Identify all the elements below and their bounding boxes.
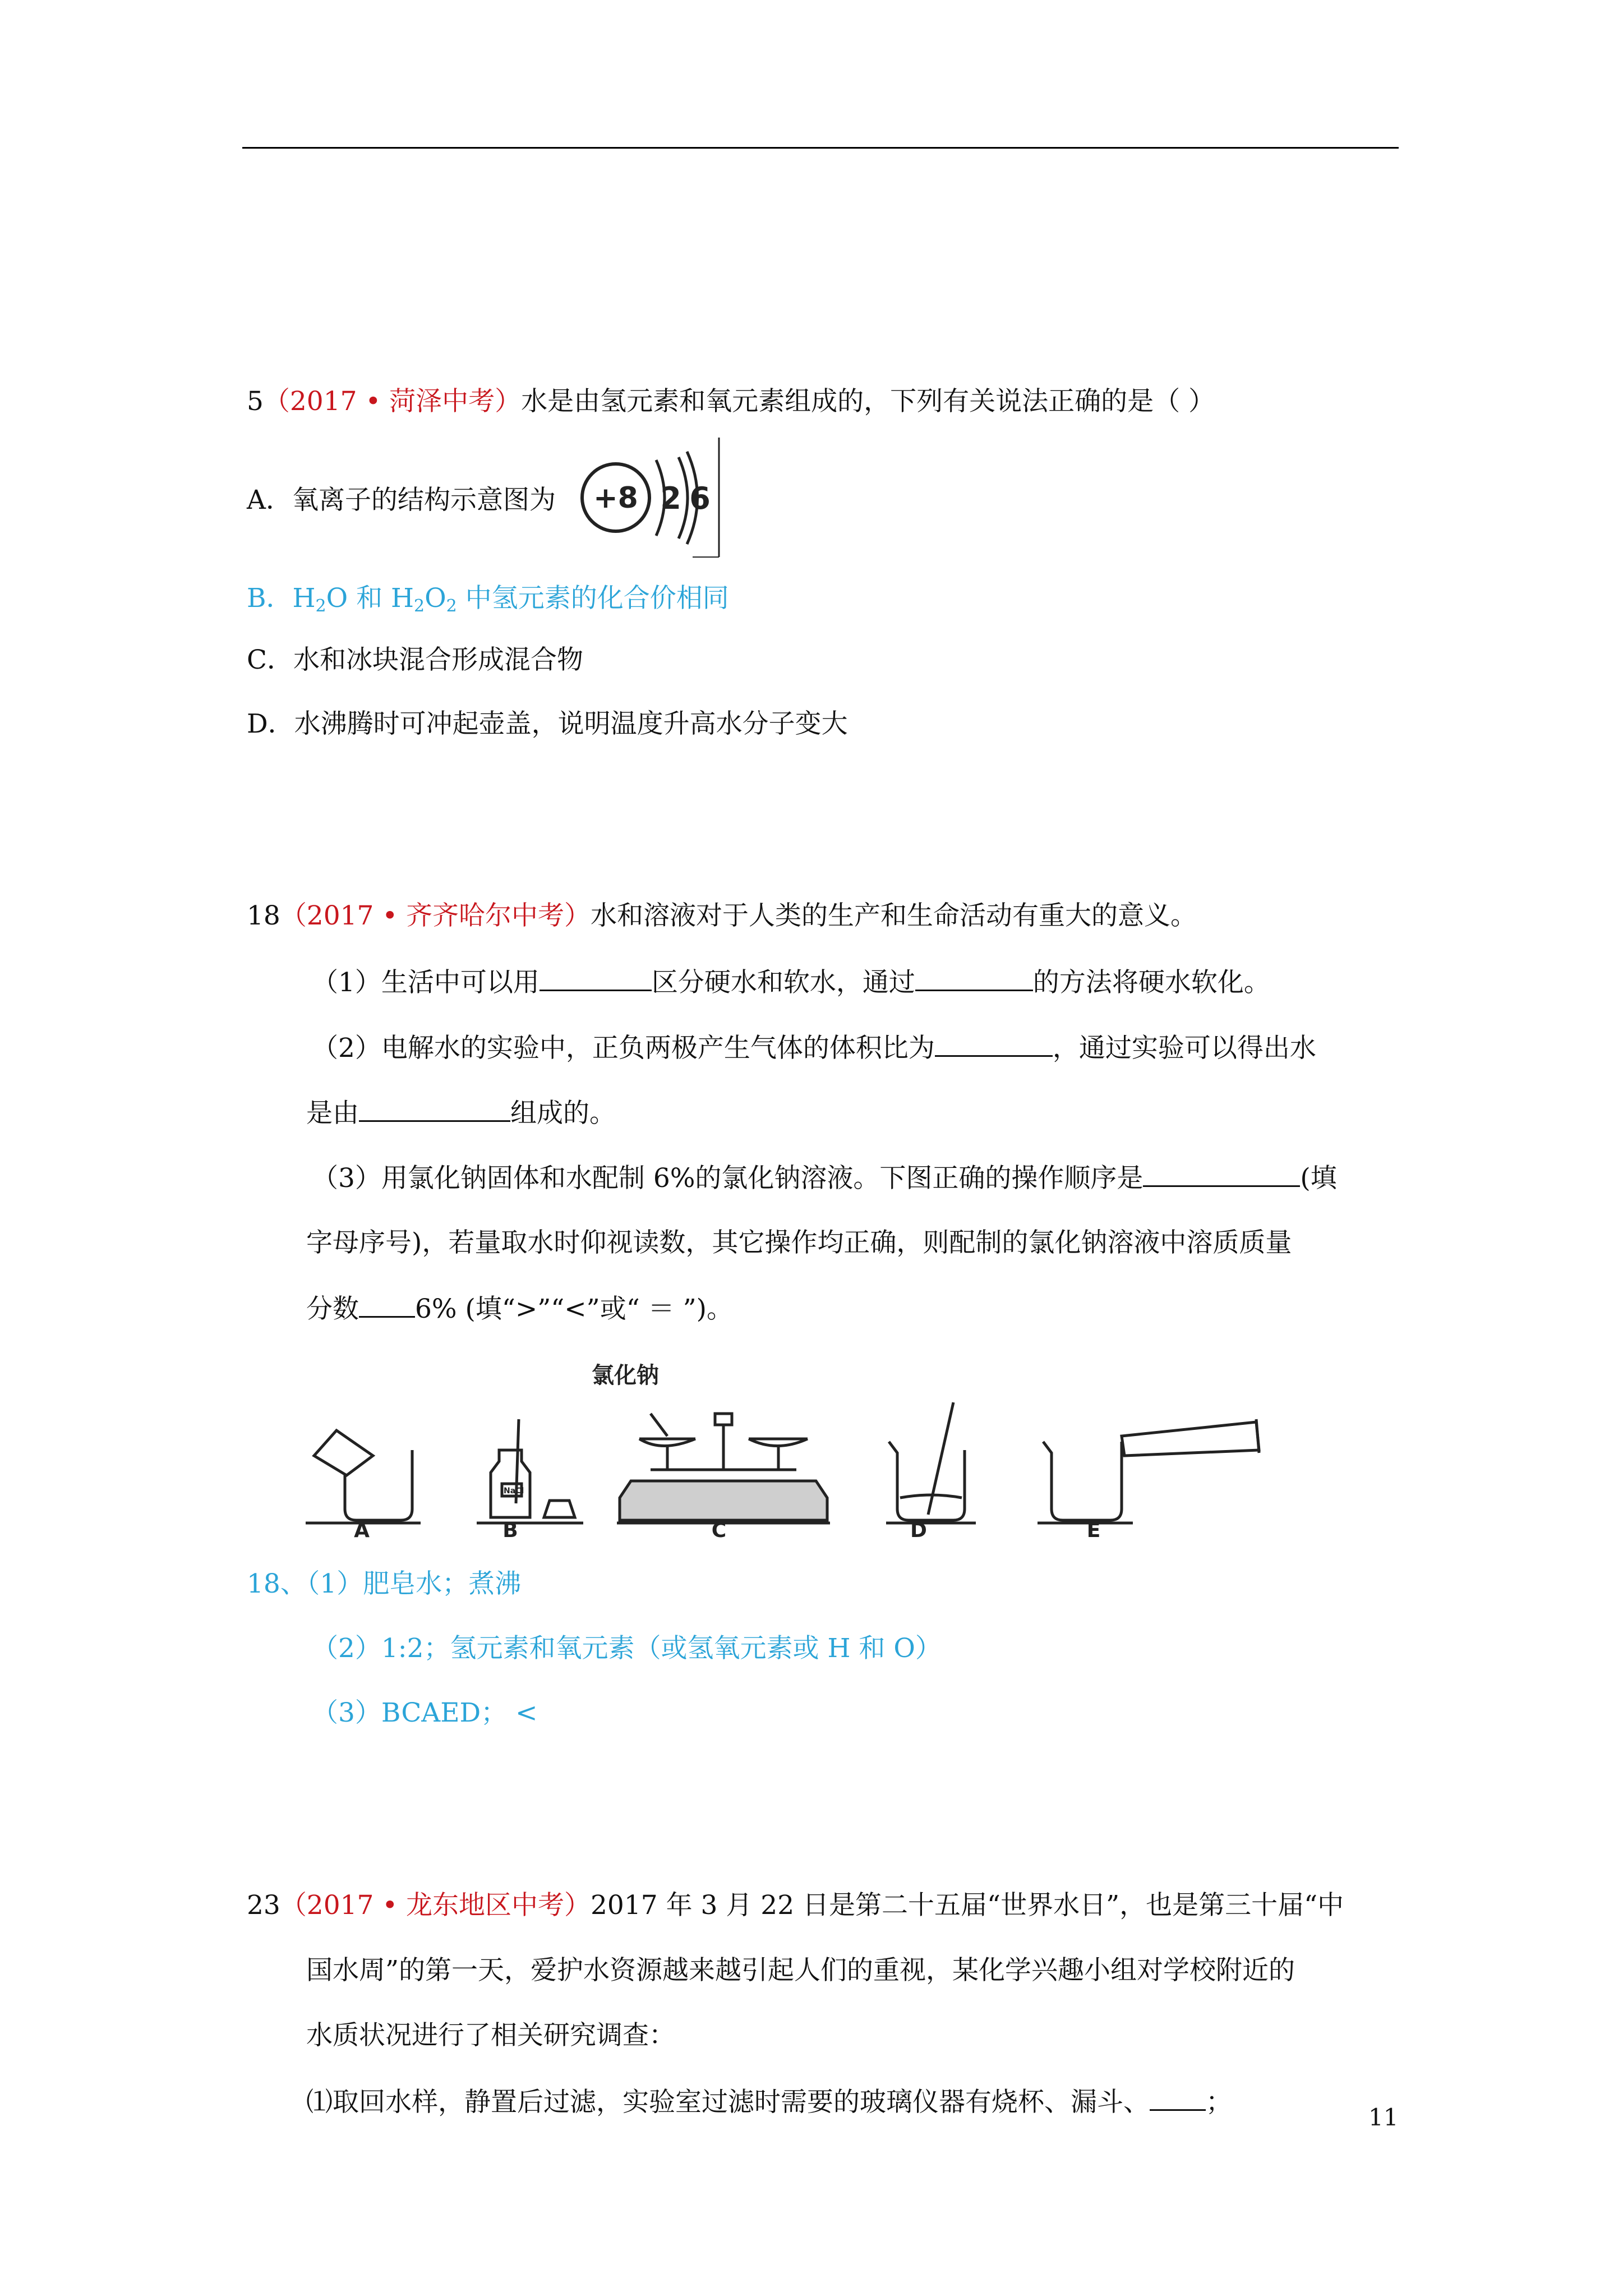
label-c: C bbox=[711, 1519, 727, 1542]
answer-blank bbox=[1150, 2085, 1206, 2111]
answer-18-part-2: （2）1:2；氢元素和氧元素（或氢氧元素或 H 和 O） bbox=[312, 1633, 942, 1664]
q18-part-2-cont: 是由 组成的。 bbox=[306, 1096, 616, 1130]
q23-line-3: 水质状况进行了相关研究调查： bbox=[306, 2020, 675, 2051]
q18-part-3: （3）用氯化钠固体和水配制 6%的氯化钠溶液。下图正确的操作顺序是 (填 bbox=[312, 1161, 1337, 1195]
answer-blank bbox=[935, 1030, 1053, 1057]
label-e: E bbox=[1086, 1519, 1101, 1542]
q18-part-1: （1）生活中可以用 区分硬水和软水，通过 的方法将硬水软化。 bbox=[312, 965, 1270, 1000]
oxygen-ion-structure-diagram bbox=[572, 435, 723, 561]
answer-18-part-3: （3）BCAED； < bbox=[312, 1697, 538, 1728]
step-d-stirring bbox=[886, 1402, 976, 1523]
nucleus-charge: +8 bbox=[593, 481, 638, 515]
solution-preparation-figure bbox=[303, 1341, 1290, 1543]
q18-stem bbox=[247, 899, 1197, 933]
q23-source: （2017 • 龙东地区中考） bbox=[280, 1890, 591, 1921]
q23-line-4: ⑴取回水样，静置后过滤，实验室过滤时需要的玻璃仪器有烧杯、漏斗、 ； bbox=[306, 2085, 1232, 2119]
q5-stem-text: 水是由氢元素和氧元素组成的，下列有关说法正确的是（ ） bbox=[521, 386, 1215, 417]
q23-line-1: 23（2017 • 龙东地区中考）2017 年 3 月 22 日是第二十五届“世界水日”，也是第三十届“中 bbox=[247, 1890, 1344, 1921]
q5-option-d: D．水沸腾时可冲起壶盖，说明温度升高水分子变大 bbox=[247, 708, 848, 739]
label-b: B bbox=[502, 1519, 518, 1542]
header-rule bbox=[242, 147, 1399, 149]
bottle-label: NaCl bbox=[504, 1487, 524, 1496]
answer-blank bbox=[359, 1096, 510, 1122]
q18-part-2: （2）电解水的实验中，正负两极产生气体的体积比为 ，通过实验可以得出水 bbox=[312, 1030, 1316, 1065]
label-a: A bbox=[354, 1519, 370, 1542]
answer-blank bbox=[915, 965, 1033, 991]
q18-number: 18 bbox=[247, 900, 280, 931]
step-c-balance bbox=[617, 1414, 830, 1523]
answer-18-part-1: 18、（1）肥皂水；煮沸 bbox=[247, 1568, 522, 1599]
q5-option-a: A．氧离子的结构示意图为 bbox=[247, 485, 556, 516]
answer-blank bbox=[359, 1291, 415, 1318]
answer-blank bbox=[1143, 1161, 1300, 1187]
q18-part-3-cont2: 分数 6% (填“>”“<”或“ ＝ ”)。 bbox=[306, 1291, 733, 1326]
q18-part-3-cont: 字母序号)，若量取水时仰视读数，其它操作均正确，则配制的氯化钠溶液中溶质质量 bbox=[306, 1227, 1292, 1258]
q18-stem-text: 水和溶液对于人类的生产和生命活动有重大的意义。 bbox=[591, 900, 1197, 931]
step-a-beaker bbox=[306, 1430, 421, 1523]
step-e-pouring bbox=[1038, 1419, 1259, 1523]
q23-number: 23 bbox=[247, 1890, 280, 1921]
step-b-reagent-bottle bbox=[477, 1419, 583, 1523]
q18-source: （2017 • 齐齐哈尔中考） bbox=[280, 900, 591, 931]
shell-1-electrons: 2 bbox=[660, 481, 681, 516]
q5-number: 5 bbox=[247, 386, 264, 417]
q5-option-b: B．$H_2O$ 和 $H_2O_2$ 中氢元素的化合价相同 bbox=[247, 583, 729, 616]
salt-label: 氯化钠 bbox=[592, 1363, 659, 1388]
q23-line-2: 国水周”的第一天，爱护水资源越来越引起人们的重视，某化学兴趣小组对学校附近的 bbox=[306, 1955, 1295, 1986]
page-number: 11 bbox=[1368, 2104, 1399, 2131]
shell-2-electrons: 6 bbox=[689, 481, 711, 516]
answer-blank bbox=[540, 965, 652, 991]
q5-option-c: C．水和冰块混合形成混合物 bbox=[247, 645, 583, 675]
label-d: D bbox=[910, 1519, 927, 1542]
q5-stem bbox=[247, 385, 1215, 418]
q5-source: （2017 • 菏泽中考） bbox=[263, 386, 522, 417]
